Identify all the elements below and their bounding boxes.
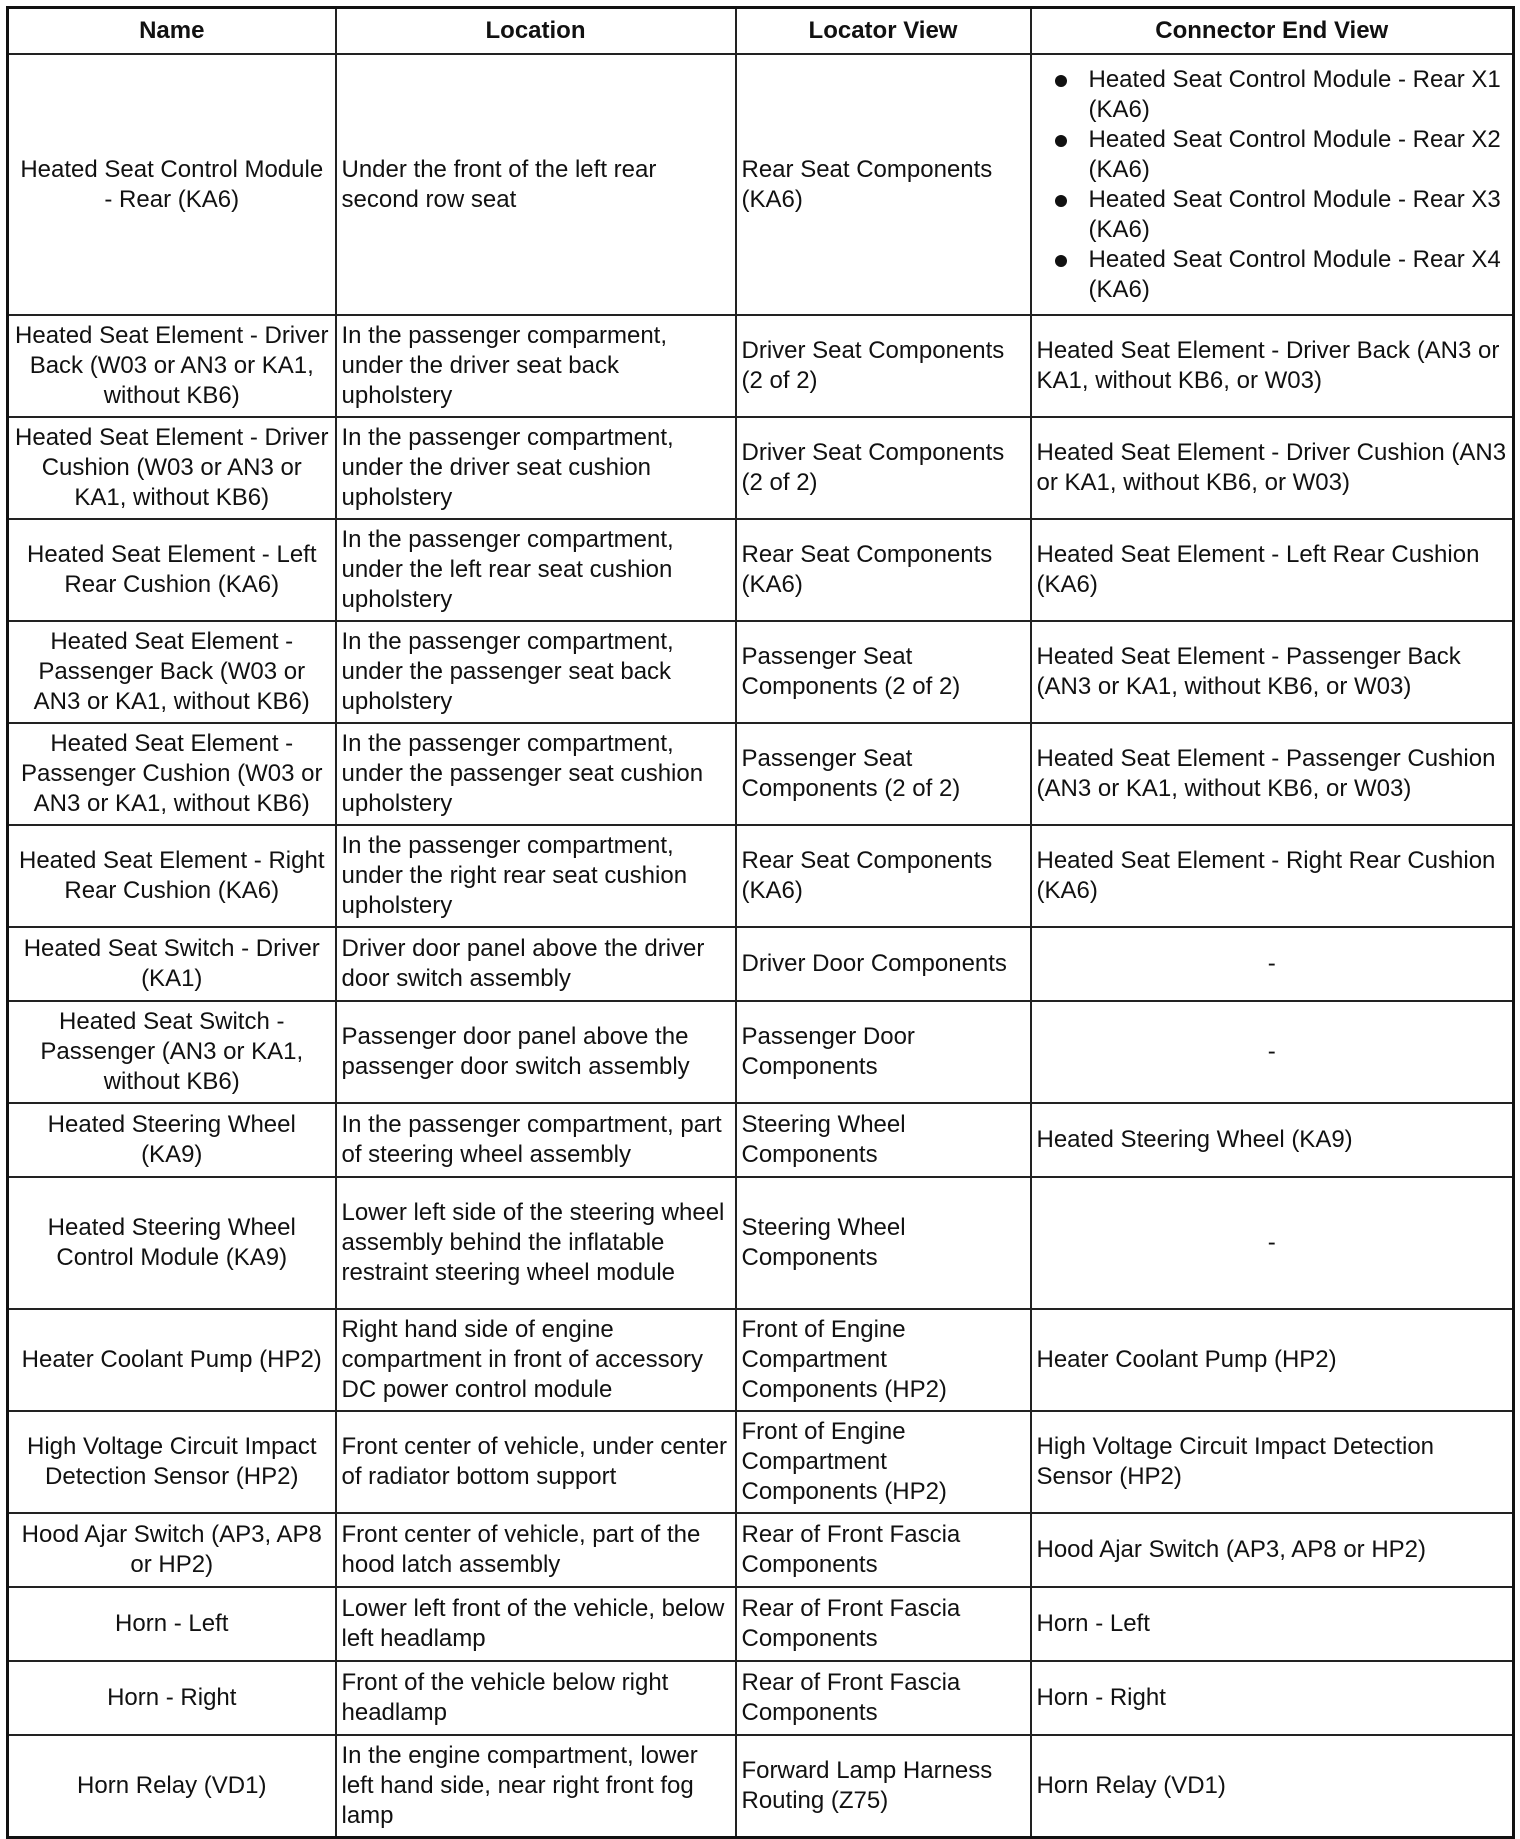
cell-location: Under the front of the left rear second row seat (336, 54, 736, 315)
cell-name: Heated Seat Element - Left Rear Cushion (KA6) (8, 519, 336, 621)
table-row (8, 1735, 1514, 1837)
cell-connector-end-view: Heated Seat Element - Right Rear Cushion (KA6) (1031, 825, 1514, 927)
cell-locator-view: Rear of Front Fascia Components (736, 1661, 1031, 1735)
cell-connector-end-view: - (1031, 1177, 1514, 1309)
cell-connector-end-view: Horn Relay (VD1) (1031, 1735, 1514, 1837)
list-item (1089, 185, 1508, 245)
cell-locator-view: Passenger Seat Components (2 of 2) (736, 621, 1031, 723)
cell-locator-view: Passenger Door Components (736, 1001, 1031, 1103)
table-row (8, 1587, 1514, 1661)
cell-connector-end-view: Heated Steering Wheel (KA9) (1031, 1103, 1514, 1177)
bullet-icon (1055, 255, 1067, 267)
bullet-icon (1055, 195, 1067, 207)
cell-name: Heated Steering Wheel (KA9) (8, 1103, 336, 1177)
cell-name: Heated Seat Element - Passenger Back (W03 or AN3 or KA1, without KB6) (8, 621, 336, 723)
table-row (8, 723, 1514, 825)
cell-location: In the passenger compartment, part of steering wheel assembly (336, 1103, 736, 1177)
component-locator-table-wrapper (6, 6, 1515, 1839)
cell-connector-end-view: Horn - Left (1031, 1587, 1514, 1661)
cell-connector-end-view: Heater Coolant Pump (HP2) (1031, 1309, 1514, 1411)
cell-location: In the passenger compartment, under the driver seat cushion upholstery (336, 417, 736, 519)
cell-connector-end-view: Hood Ajar Switch (AP3, AP8 or HP2) (1031, 1513, 1514, 1587)
cell-location: Right hand side of engine compartment in front of accessory DC power control module (336, 1309, 736, 1411)
cell-name: Heated Seat Switch - Passenger (AN3 or KA1, without KB6) (8, 1001, 336, 1103)
table-row (8, 315, 1514, 417)
cell-locator-view: Rear of Front Fascia Components (736, 1587, 1031, 1661)
table-row (8, 417, 1514, 519)
cell-connector-end-view: - (1031, 927, 1514, 1001)
cell-name: Heated Seat Element - Right Rear Cushion (KA6) (8, 825, 336, 927)
table-row (8, 1177, 1514, 1309)
table-row (8, 1103, 1514, 1177)
cell-locator-view: Rear Seat Components (KA6) (736, 519, 1031, 621)
cell-locator-view: Driver Seat Components (2 of 2) (736, 315, 1031, 417)
cell-location: In the engine compartment, lower left hand side, near right front fog lamp (336, 1735, 736, 1837)
connector-list (1037, 65, 1508, 305)
header-connector-end-view: Connector End View (1031, 8, 1514, 55)
cell-location: In the passenger compartment, under the left rear seat cushion upholstery (336, 519, 736, 621)
cell-locator-view: Driver Seat Components (2 of 2) (736, 417, 1031, 519)
cell-location: Driver door panel above the driver door switch assembly (336, 927, 736, 1001)
table-row (8, 825, 1514, 927)
table-row (8, 54, 1514, 315)
cell-connector-end-view: Heated Seat Element - Passenger Back (AN3 or KA1, without KB6, or W03) (1031, 621, 1514, 723)
cell-name: Heated Steering Wheel Control Module (KA9) (8, 1177, 336, 1309)
cell-name: Horn - Left (8, 1587, 336, 1661)
cell-connector-end-view (1031, 54, 1514, 315)
header-name: Name (8, 8, 336, 55)
table-row (8, 1001, 1514, 1103)
cell-name: Heated Seat Switch - Driver (KA1) (8, 927, 336, 1001)
cell-locator-view: Rear Seat Components (KA6) (736, 54, 1031, 315)
cell-locator-view: Front of Engine Compartment Components (HP2) (736, 1411, 1031, 1513)
cell-name: Heated Seat Control Module - Rear (KA6) (8, 54, 336, 315)
list-item (1089, 65, 1508, 125)
bullet-icon (1055, 75, 1067, 87)
list-item (1089, 125, 1508, 185)
cell-location: In the passenger compartment, under the passenger seat back upholstery (336, 621, 736, 723)
table-row (8, 927, 1514, 1001)
cell-location: In the passenger comparment, under the driver seat back upholstery (336, 315, 736, 417)
cell-connector-end-view: Heated Seat Element - Driver Back (AN3 or KA1, without KB6, or W03) (1031, 315, 1514, 417)
cell-locator-view: Driver Door Components (736, 927, 1031, 1001)
list-item (1089, 245, 1508, 305)
cell-location: In the passenger compartment, under the right rear seat cushion upholstery (336, 825, 736, 927)
table-row (8, 1513, 1514, 1587)
cell-location: In the passenger compartment, under the passenger seat cushion upholstery (336, 723, 736, 825)
cell-location: Passenger door panel above the passenger door switch assembly (336, 1001, 736, 1103)
cell-name: Heater Coolant Pump (HP2) (8, 1309, 336, 1411)
cell-connector-end-view: Heated Seat Element - Left Rear Cushion (KA6) (1031, 519, 1514, 621)
table-row (8, 519, 1514, 621)
cell-locator-view: Rear of Front Fascia Components (736, 1513, 1031, 1587)
table-row (8, 1661, 1514, 1735)
cell-location: Front center of vehicle, part of the hood latch assembly (336, 1513, 736, 1587)
connector-item-text: Heated Seat Control Module - Rear X2 (KA6) (1088, 125, 1501, 183)
cell-name: High Voltage Circuit Impact Detection Sensor (HP2) (8, 1411, 336, 1513)
cell-locator-view: Steering Wheel Components (736, 1177, 1031, 1309)
cell-connector-end-view: Heated Seat Element - Driver Cushion (AN3 or KA1, without KB6, or W03) (1031, 417, 1514, 519)
cell-name: Hood Ajar Switch (AP3, AP8 or HP2) (8, 1513, 336, 1587)
connector-item-text: Heated Seat Control Module - Rear X3 (KA6) (1088, 185, 1501, 243)
table-row (8, 621, 1514, 723)
connector-item-text: Heated Seat Control Module - Rear X4 (KA6) (1088, 245, 1501, 303)
cell-location: Lower left front of the vehicle, below left headlamp (336, 1587, 736, 1661)
cell-location: Front center of vehicle, under center of radiator bottom support (336, 1411, 736, 1513)
header-location: Location (336, 8, 736, 55)
header-row (8, 8, 1514, 55)
cell-connector-end-view: Heated Seat Element - Passenger Cushion (AN3 or KA1, without KB6, or W03) (1031, 723, 1514, 825)
cell-locator-view: Front of Engine Compartment Components (HP2) (736, 1309, 1031, 1411)
connector-item-text: Heated Seat Control Module - Rear X1 (KA6) (1088, 65, 1501, 123)
component-locator-table (6, 6, 1515, 1839)
table-row (8, 1411, 1514, 1513)
cell-connector-end-view: - (1031, 1001, 1514, 1103)
cell-locator-view: Forward Lamp Harness Routing (Z75) (736, 1735, 1031, 1837)
header-locator-view: Locator View (736, 8, 1031, 55)
cell-location: Lower left side of the steering wheel assembly behind the inflatable restraint steering wheel module (336, 1177, 736, 1309)
cell-name: Heated Seat Element - Driver Cushion (W03 or AN3 or KA1, without KB6) (8, 417, 336, 519)
cell-name: Horn - Right (8, 1661, 336, 1735)
cell-locator-view: Rear Seat Components (KA6) (736, 825, 1031, 927)
bullet-icon (1055, 135, 1067, 147)
cell-connector-end-view: High Voltage Circuit Impact Detection Sensor (HP2) (1031, 1411, 1514, 1513)
cell-locator-view: Steering Wheel Components (736, 1103, 1031, 1177)
cell-name: Horn Relay (VD1) (8, 1735, 336, 1837)
cell-locator-view: Passenger Seat Components (2 of 2) (736, 723, 1031, 825)
cell-name: Heated Seat Element - Driver Back (W03 or AN3 or KA1, without KB6) (8, 315, 336, 417)
table-row (8, 1309, 1514, 1411)
cell-connector-end-view: Horn - Right (1031, 1661, 1514, 1735)
cell-name: Heated Seat Element - Passenger Cushion (W03 or AN3 or KA1, without KB6) (8, 723, 336, 825)
cell-location: Front of the vehicle below right headlamp (336, 1661, 736, 1735)
